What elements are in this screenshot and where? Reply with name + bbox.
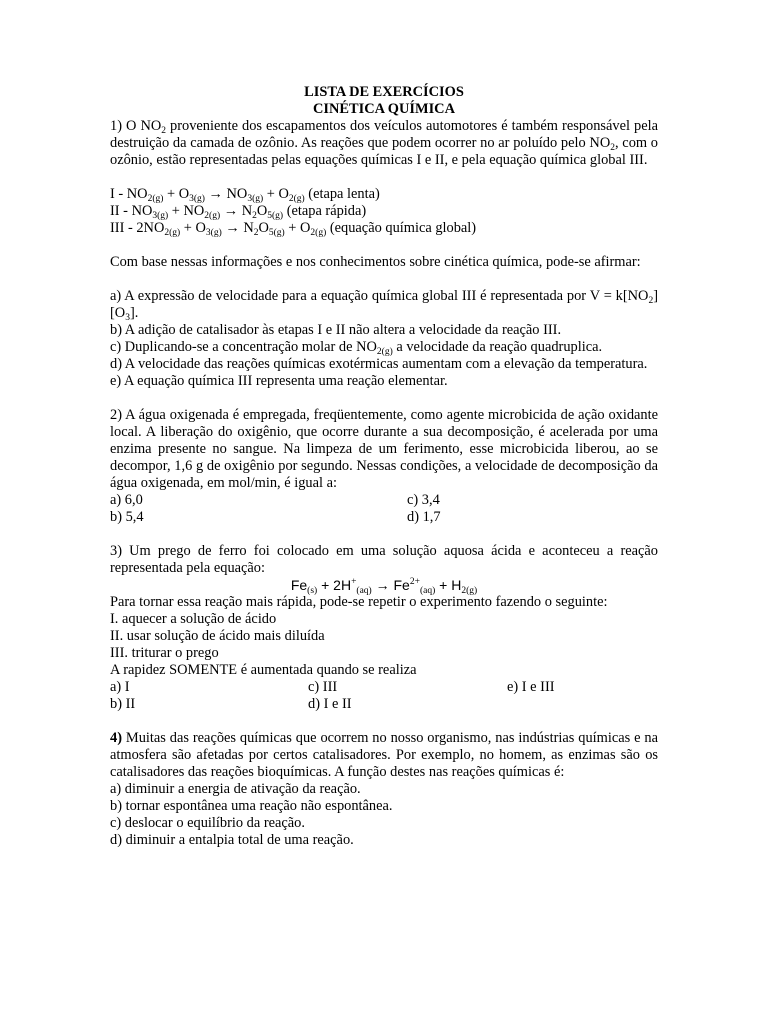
q1-option-e: e) A equação química III representa uma reação elementar. [110, 373, 448, 389]
q1-equation-2: II - $NO_{3(g)} + NO_{2(g)} \to N_2O_{5(g)}$ (etapa rápida) [110, 203, 367, 221]
q3-item-2: II. usar solução de ácido mais diluída [110, 628, 325, 644]
q2-option-b: b) 5,4 [110, 509, 144, 525]
q3-option-b: b) II [110, 696, 136, 712]
document-content [110, 84, 658, 849]
q1-option-c: c) Duplicando-se a concentração molar de $NO_{2(g)}$ a velocidade da reação quadruplica. [110, 339, 603, 357]
q4-option-d: d) diminuir a entalpia total de uma reação. [110, 832, 354, 848]
q1-intro: 1) O $NO_2$ proveniente dos escapamentos dos veículos automotores é também responsável pela destruição da camada de ozônio. As reações que podem ocorrer no ar poluído pelo $NO_2$, com o ozônio, estão representadas pelas equações químicas I e II, e pela equação química global III. [110, 118, 659, 168]
q3-option-a: a) I [110, 679, 130, 695]
q4-option-c: c) deslocar o equilíbrio da reação. [110, 815, 305, 831]
q3-option-e: e) I e III [507, 679, 555, 695]
document-subtitle: CINÉTICA QUÍMICA [313, 101, 455, 117]
q3-option-d: d) I e II [308, 696, 352, 712]
q2-text: 2) A água oxigenada é empregada, freqüentemente, como agente microbicida de ação oxidante local. A liberação do oxigênio, que ocorre durante a sua decomposição, é acelerada por uma enzima presente no sangue. Na limpeza de um ferimento, esse microbicida liberou, ao se decompor, 1,6 g de oxigênio por segundo. Nessas condições, a velocidade de decomposição da água oxigenada, em mol/min, é igual a: [110, 407, 658, 491]
q3-text: 3) Um prego de ferro foi colocado em uma solução aquosa ácida e aconteceu a reação representada pela equação: [110, 543, 658, 576]
q3-options-row-1 [110, 679, 658, 696]
q2-option-d: d) 1,7 [407, 509, 441, 525]
q2-option-a: a) 6,0 [110, 492, 143, 508]
q3-item-1: I. aquecer a solução de ácido [110, 611, 277, 627]
q1-option-b: b) A adição de catalisador às etapas I e II não altera a velocidade da reação III. [110, 322, 562, 338]
q2-option-c: c) 3,4 [407, 492, 440, 508]
q1-option-d: d) A velocidade das reações químicas exotérmicas aumentam com a elevação da temperatura. [110, 356, 648, 372]
q4-text: 4) Muitas das reações químicas que ocorrem no nosso organismo, nas indústrias químicas e na atmosfera são afetadas por certos catalisadores. Por exemplo, no homem, as enzimas são os catalisadores das reações bioquímicas. A função destes nas reações químicas é: [110, 730, 658, 780]
q3-ask: A rapidez SOMENTE é aumentada quando se realiza [110, 662, 417, 678]
q1-equation-3: III - $2NO_{2(g)} + O_{3(g)} \to N_2O_{5(g)} + O_{2(g)}$ (equação química global) [110, 220, 477, 238]
q3-option-c: c) III [308, 679, 338, 695]
q3-line: Para tornar essa reação mais rápida, pode-se repetir o experimento fazendo o seguinte: [110, 594, 608, 610]
q1-stem: Com base nessas informações e nos conhecimentos sobre cinética química, pode-se afirmar: [110, 254, 641, 270]
q1-equation-1: $I - NO_{2(g)} + O_{3(g)} \to NO_{3(g)} + O_{2(g)}$ (etapa lenta) [110, 186, 380, 204]
q4-option-a: a) diminuir a energia de ativação da reação. [110, 781, 361, 797]
q1-option-a: a) A expressão de velocidade para a equação química global III é representada por $V = k[NO_2][O_3]$. [110, 288, 658, 323]
q3-item-3: III. triturar o prego [110, 645, 219, 661]
q2-options-row-1 [110, 492, 658, 509]
q3-equation: $Fe_{(s)} + 2H^+_{(aq)} \to Fe^{2+}_{(aq)} + H_{2(g)}$ [290, 577, 478, 596]
q4-option-b: b) tornar espontânea uma reação não espontânea. [110, 798, 393, 814]
q3-options-row-2 [110, 696, 658, 713]
document-title: LISTA DE EXERCÍCIOS [304, 84, 464, 100]
q2-options-row-2 [110, 509, 658, 526]
